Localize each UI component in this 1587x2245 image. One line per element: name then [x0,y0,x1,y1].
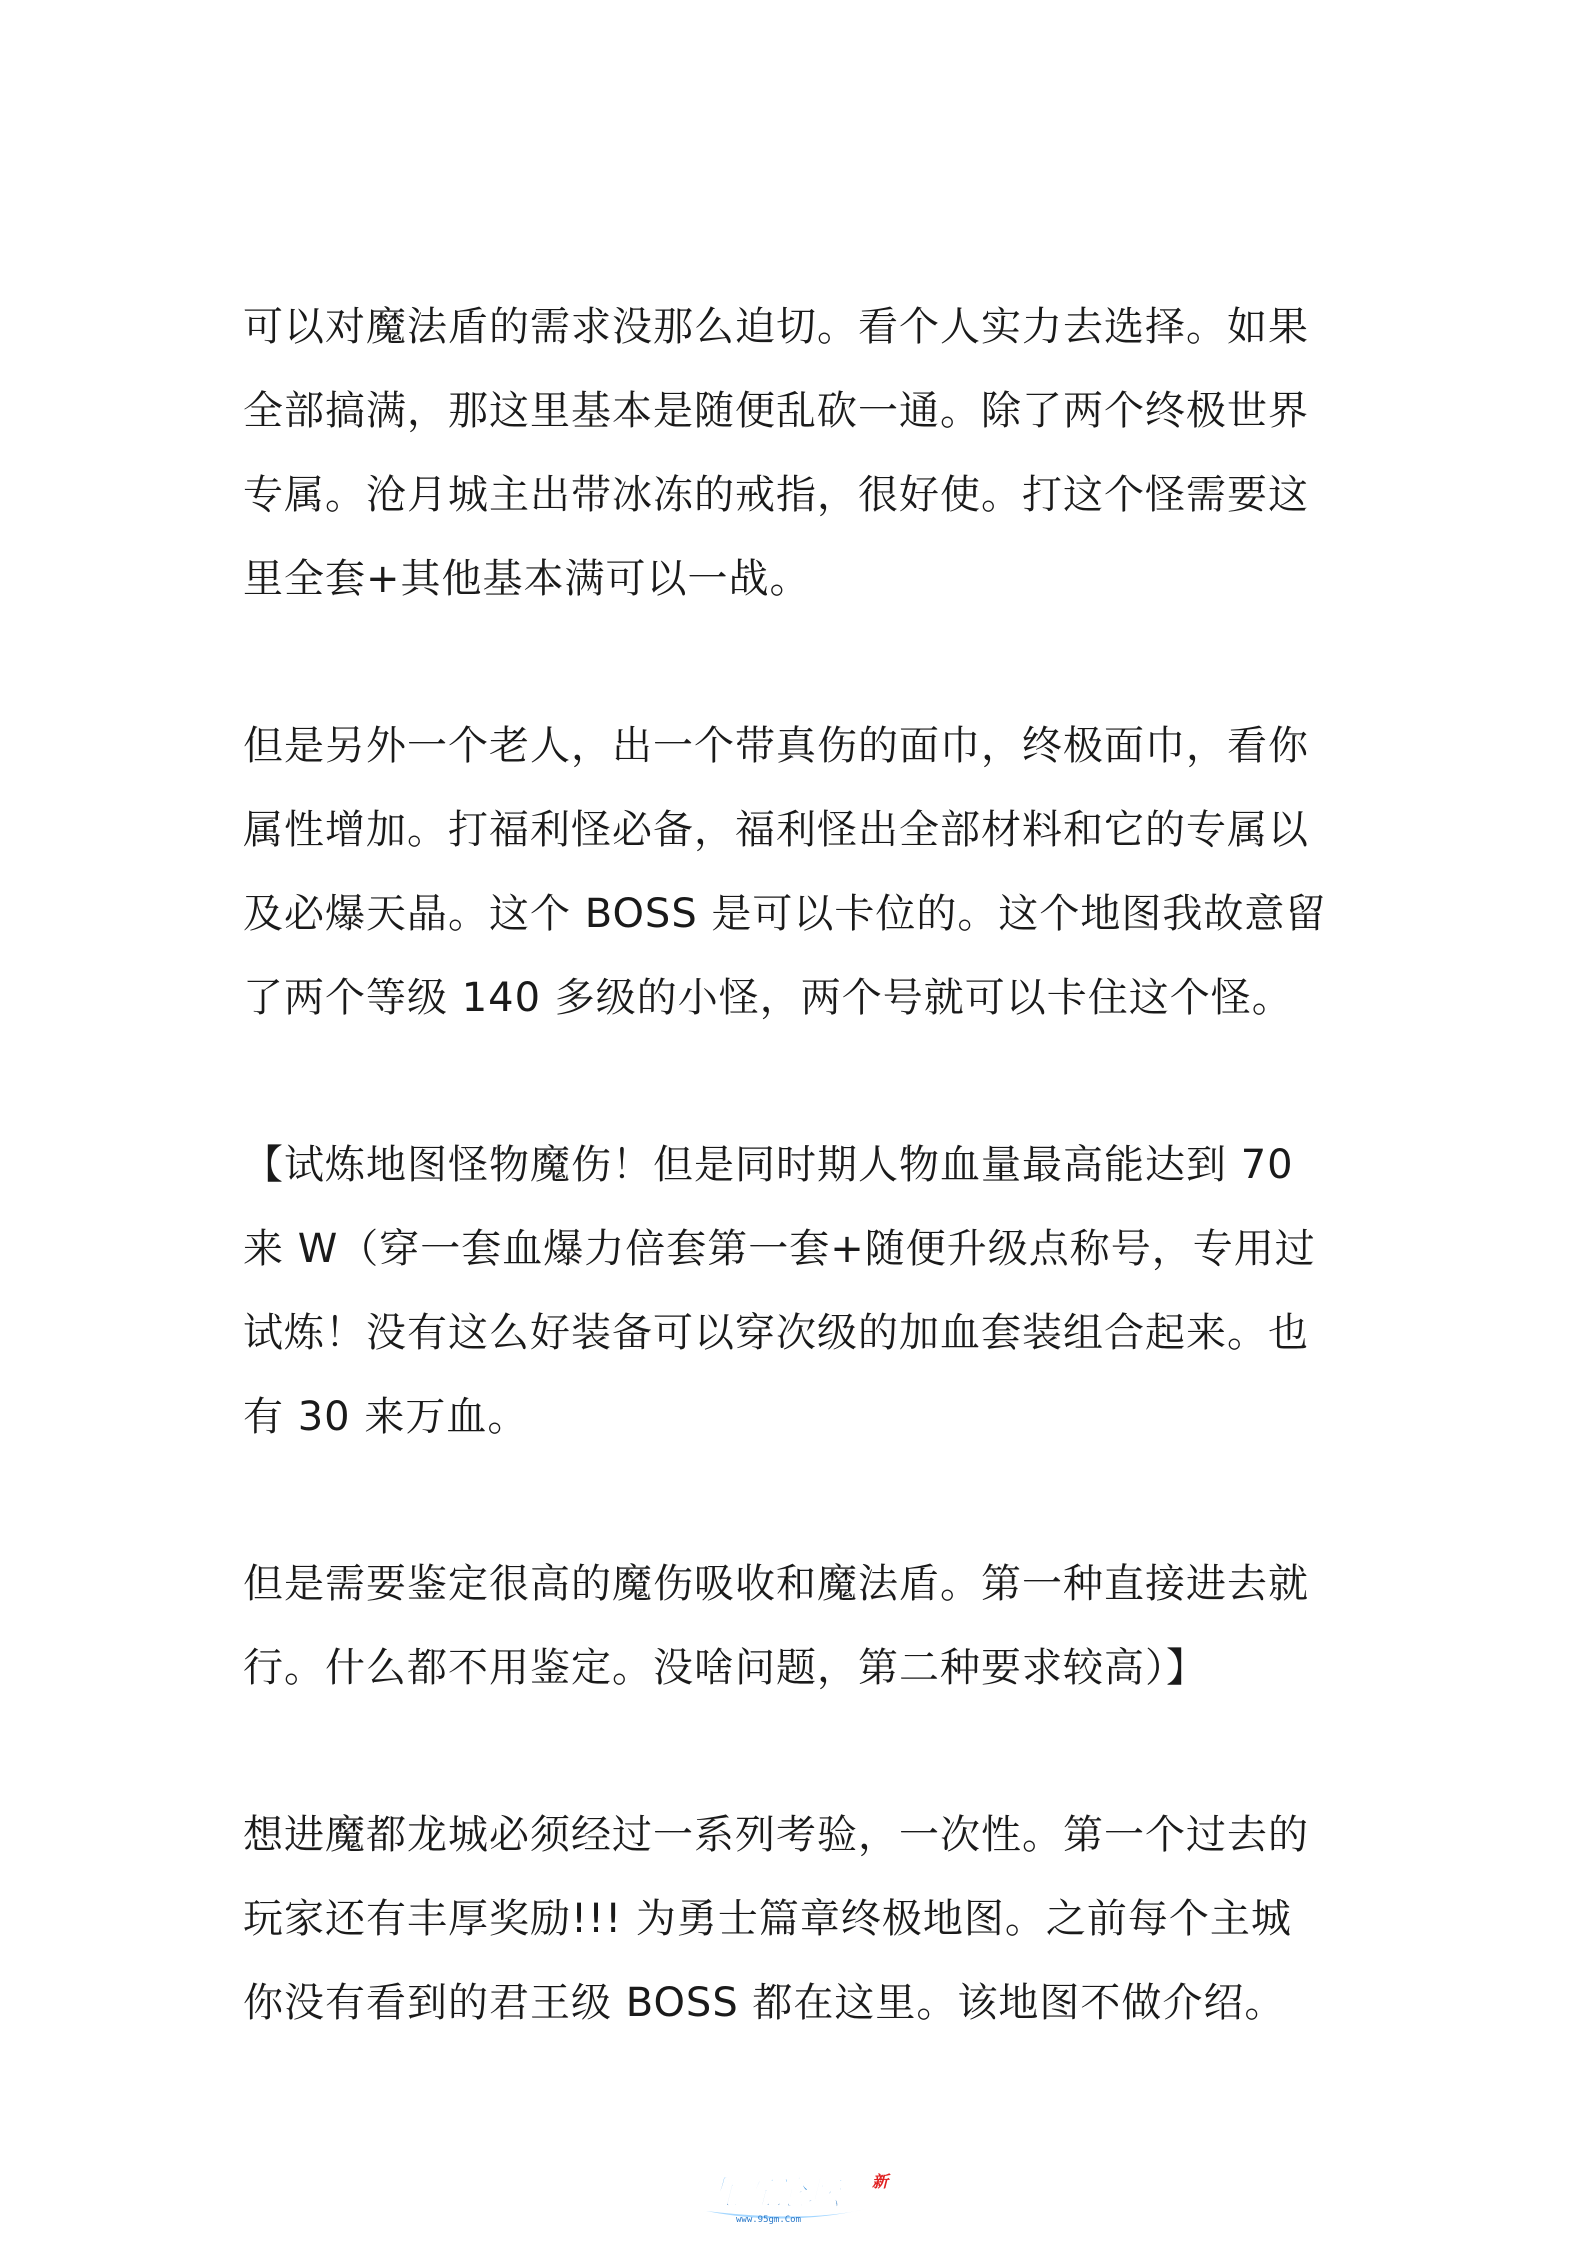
text-line: 想进魔都龙城必须经过一系列考验，一次性。第一个过去的 [243,1812,1309,1858]
paragraph-2 [243,704,1358,1040]
text-line: 【试炼地图怪物魔伤！但是同时期人物血量最高能达到 70 [243,1142,1294,1188]
text-line: 属性增加。打福利怪必备，福利怪出全部材料和它的专属以 [243,807,1309,853]
paragraph-3 [243,1123,1358,1459]
logo-text: 九五论坛 [704,2174,840,2214]
text-line: 试炼！没有这么好装备可以穿次级的加血套装组合起来。也 [243,1310,1309,1356]
text-line: 玩家还有丰厚奖励!!! 为勇士篇章终极地图。之前每个主城 [243,1896,1292,1942]
text-line: 来 W（穿一套血爆力倍套第一套+随便升级点称号，专用过 [243,1226,1316,1272]
forum-logo-icon [696,2165,906,2227]
paragraph-1 [243,285,1358,621]
paragraph-5 [243,1793,1358,2045]
text-line: 行。什么都不用鉴定。没啥问题，第二种要求较高）】 [243,1645,1207,1691]
paragraph-4 [243,1542,1358,1710]
text-line: 有 30 来万血。 [243,1394,529,1440]
text-line: 但是需要鉴定很高的魔伤吸收和魔法盾。第一种直接进去就 [243,1561,1309,1607]
text-line: 你没有看到的君王级 BOSS 都在这里。该地图不做介绍。 [243,1980,1286,2026]
logo-badge: 新 [872,2172,889,2191]
text-line: 全部搞满，那这里基本是随便乱砍一通。除了两个终极世界 [243,388,1309,434]
text-line: 但是另外一个老人，出一个带真伤的面巾，终极面巾，看你 [243,723,1309,769]
text-line: 了两个等级 140 多级的小怪，两个号就可以卡住这个怪。 [243,975,1293,1021]
document-body [243,285,1358,2128]
text-line: 可以对魔法盾的需求没那么迫切。看个人实力去选择。如果 [243,304,1309,350]
text-line: 里全套+其他基本满可以一战。 [243,556,811,602]
forum-logo [696,2165,906,2227]
logo-subtext: www.95gm.Com [736,2215,802,2225]
text-line: 及必爆天晶。这个 BOSS 是可以卡位的。这个地图我故意留 [243,891,1327,937]
text-line: 专属。沧月城主出带冰冻的戒指，很好使。打这个怪需要这 [243,472,1309,518]
